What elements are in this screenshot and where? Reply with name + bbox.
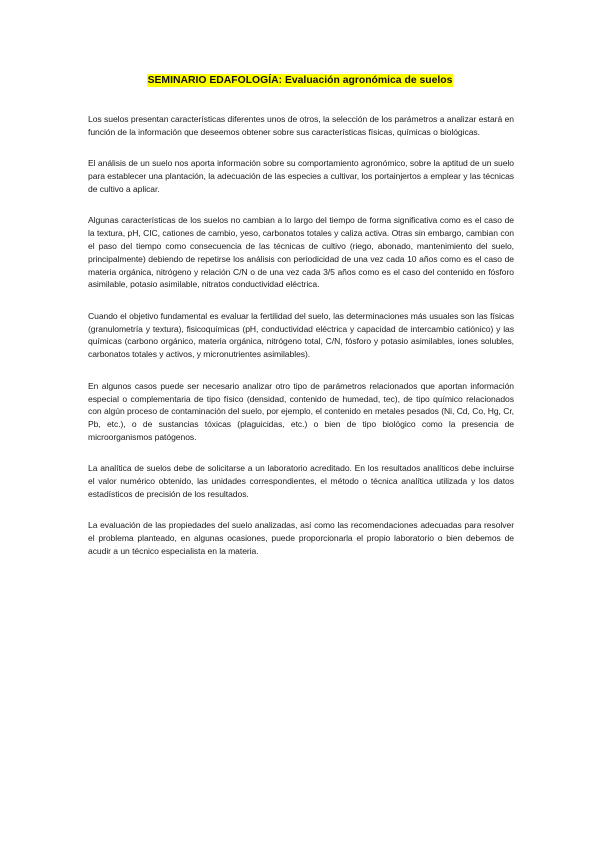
document-body [88, 113, 514, 576]
paragraph-soil-characteristics: Algunas características de los suelos no cambian a lo largo del tiempo de forma significativa como es el caso de la textura, pH, CIC, cationes de cambio, yeso, carbonatos totales y caliza activa. Otras sin embargo, cambian con el paso del tiempo como consecuencia de las técnicas de cultivo (riego, abonado, mantenimiento del suelo, principalmente) debiendo de repetirse los análisis con periodicidad de una vez cada 10 años como es el caso de materia orgánica, nitrógeno y relación C/N o de una vez cada 3/5 años como es el caso del contenido en fósforo asimilable, potasio asimilable, nitratos conductividad eléctrica. [88, 215, 514, 290]
paragraph-fertility-determinations: Cuando el objetivo fundamental es evaluar la fertilidad del suelo, las determinaciones más usuales son las físicas (granulometría y textura), fisicoquímicas (pH, conductividad eléctrica y capacidad de intercambio catiónico) y las químicas (carbono orgánico, materia orgánica, nitrógeno total, C/N, fósforo y potasio asimilables, iones solubles, carbonatos totales y activos, y micronutrientes asimilables). [88, 310, 514, 360]
paragraph-accredited-laboratory: La analítica de suelos debe de solicitarse a un laboratorio acreditado. En los resultados analíticos debe incluirse el valor numérico obtenido, las unidades correspondientes, el método o técnica analítica utilizada y los datos estadísticos de precisión de los resultados. [88, 463, 514, 500]
paragraph-analysis-purpose: El análisis de un suelo nos aporta información sobre su comportamiento agronómico, sobre la aptitud de un suelo para establecer una plantación, la adecuación de las especies a cultivar, los portainjertos a emplear y las técnicas de cultivo a aplicar. [88, 158, 514, 194]
paragraph-additional-parameters: En algunos casos puede ser necesario analizar otro tipo de parámetros relacionados que aportan información especial o complementaria de tipo físico (densidad, contenido de humedad, tec), de tipo químico relacionados con algún proceso de contaminación del suelo, por ejemplo, el contenido en metales pesados (Ni, Cd, Co, Hg, Cr, Pb, etc.), o de sustancias tóxicas (plaguicidas, etc.) o bien de tipo biológico como la presencia de microorganismos patógenos. [88, 380, 514, 443]
title-container [0, 70, 600, 88]
paragraph-evaluation-recommendations: La evaluación de las propiedades del suelo analizadas, así como las recomendaciones adecuadas para resolver el problema planteado, en algunas ocasiones, puede proporcionarla el propio laboratorio o bien debemos de acudir a un técnico especialista en la materia. [88, 520, 514, 557]
paragraph-intro: Los suelos presentan características diferentes unos de otros, la selección de los parámetros a analizar estará en función de la información que deseemos obtener sobre sus características físicas, químicas o biológicas. [88, 114, 514, 137]
document-title: SEMINARIO EDAFOLOGÍA: Evaluación agronómica de suelos [147, 75, 453, 86]
